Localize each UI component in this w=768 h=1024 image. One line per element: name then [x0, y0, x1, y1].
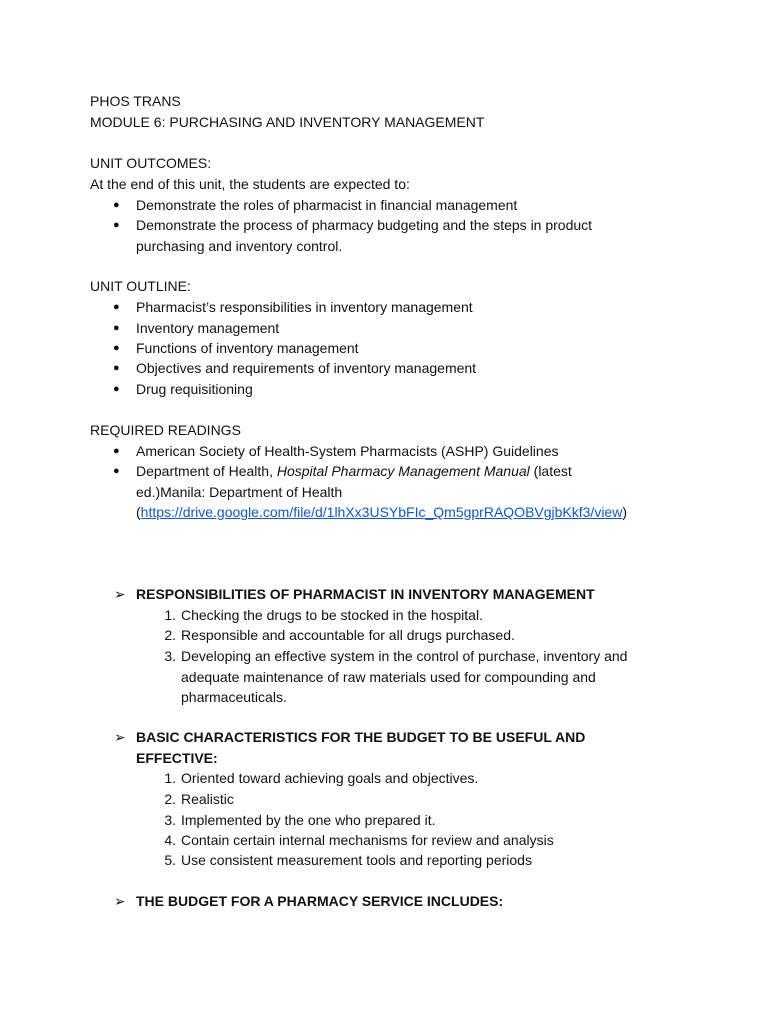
reading-text: (latest — [529, 463, 572, 479]
arrow-bullet-icon: ➢ — [114, 586, 126, 602]
list-item: Responsible and accountable for all drugs purchased. — [181, 627, 515, 643]
outcome-item: Demonstrate the roles of pharmacist in financial management — [136, 197, 518, 213]
bullet-icon: ● — [113, 362, 120, 374]
list-item: Contain certain internal mechanisms for review and analysis — [181, 832, 554, 848]
bullet-icon: ● — [113, 465, 120, 477]
outcomes-intro: At the end of this unit, the students are expected to: — [90, 176, 410, 192]
list-number: 5. — [164, 852, 176, 868]
list-number: 1. — [164, 770, 176, 786]
readings-heading: REQUIRED READINGS — [90, 422, 241, 438]
section-heading-continued: EFFECTIVE: — [136, 750, 218, 766]
list-item: Realistic — [181, 791, 234, 807]
list-number: 3. — [164, 648, 176, 664]
bullet-icon: ● — [113, 301, 120, 313]
bullet-icon: ● — [113, 445, 120, 457]
outcome-item-continued: purchasing and inventory control. — [136, 238, 343, 254]
bullet-icon: ● — [113, 199, 120, 211]
bullet-icon: ● — [113, 383, 120, 395]
drive-link[interactable]: https://drive.google.com/file/d/1lhXx3USYbFIc_Qm5gprRAQOBVgjbKkf3/view — [140, 504, 623, 520]
list-item: Checking the drugs to be stocked in the hospital. — [181, 607, 483, 623]
paren-close: ) — [622, 504, 628, 520]
outline-item: Functions of inventory management — [136, 340, 359, 356]
list-number: 2. — [164, 791, 176, 807]
outline-heading: UNIT OUTLINE: — [90, 278, 191, 294]
arrow-bullet-icon: ➢ — [114, 729, 126, 745]
section-heading: RESPONSIBILITIES OF PHARMACIST IN INVENTORY MANAGEMENT — [136, 586, 595, 602]
list-item-continued: pharmaceuticals. — [181, 689, 287, 705]
list-item: Oriented toward achieving goals and objectives. — [181, 770, 479, 786]
list-number: 3. — [164, 812, 176, 828]
list-item: Use consistent measurement tools and reporting periods — [181, 852, 532, 868]
outline-item: Drug requisitioning — [136, 381, 253, 397]
list-number: 4. — [164, 832, 176, 848]
reading-item: American Society of Health-System Pharmacists (ASHP) Guidelines — [136, 443, 559, 459]
list-number: 1. — [164, 607, 176, 623]
list-number: 2. — [164, 627, 176, 643]
outline-item: Objectives and requirements of inventory management — [136, 360, 477, 376]
reading-item-continued: ed.)Manila: Department of Health — [136, 484, 343, 500]
outcomes-heading: UNIT OUTCOMES: — [90, 155, 212, 171]
section-heading: BASIC CHARACTERISTICS FOR THE BUDGET TO BE USEFUL AND — [136, 729, 586, 745]
reading-link-line — [136, 502, 627, 522]
bullet-icon: ● — [113, 219, 120, 231]
outcome-item: Demonstrate the process of pharmacy budgeting and the steps in product — [136, 217, 593, 233]
list-item: Developing an effective system in the control of purchase, inventory and — [181, 648, 628, 664]
reading-text: Department of Health, — [136, 463, 277, 479]
reading-item — [136, 461, 572, 481]
paren-open: ( — [136, 504, 141, 520]
section-heading: THE BUDGET FOR A PHARMACY SERVICE INCLUDES: — [136, 893, 504, 909]
bullet-icon: ● — [113, 322, 120, 334]
list-item: Implemented by the one who prepared it. — [181, 812, 436, 828]
outline-item: Pharmacist’s responsibilities in inventory management — [136, 299, 473, 315]
arrow-bullet-icon: ➢ — [114, 893, 126, 909]
outline-item: Inventory management — [136, 320, 280, 336]
reading-title: Hospital Pharmacy Management Manual — [276, 463, 530, 479]
list-item-continued: adequate maintenance of raw materials used for compounding and — [181, 669, 596, 685]
module-title: MODULE 6: PURCHASING AND INVENTORY MANAGEMENT — [90, 114, 485, 130]
bullet-icon: ● — [113, 342, 120, 354]
doc-title: PHOS TRANS — [90, 93, 181, 109]
